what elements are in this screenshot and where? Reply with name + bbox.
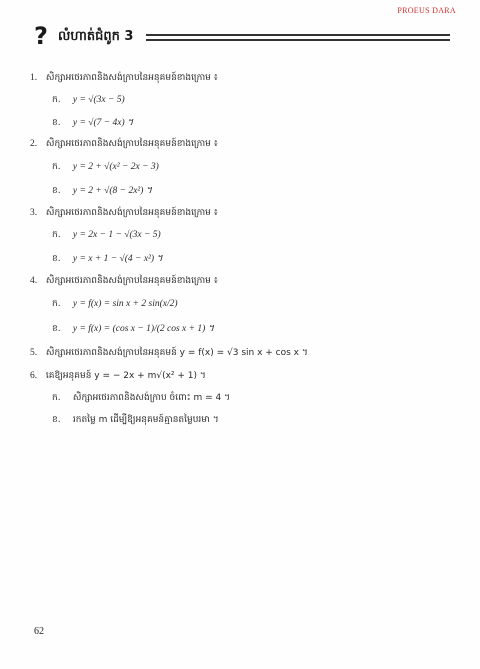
sub-item xyxy=(52,116,133,130)
sub-item-formula: y = 2 + √(x² − 2x − 3) xyxy=(72,162,159,172)
exercise-number: 6. xyxy=(30,371,38,381)
exercise-number: 3. xyxy=(30,208,38,218)
sub-item xyxy=(52,184,152,198)
sub-item-formula: y = 2 + √(8 − 2x²) ។ xyxy=(72,186,153,196)
exercise-number: 2. xyxy=(30,139,38,149)
exercise-text: សិក្សាអថេរភាពនិងសង់ក្រាបនៃអនុគមន៍ y = f(x) = √3 sin x + cos x ។ xyxy=(45,348,308,358)
sub-item xyxy=(52,229,161,242)
exercise-item xyxy=(30,207,218,220)
sub-item-text: រកតម្លៃ m ដើម្បីឱ្យអនុគមន៍គ្មានតម្លៃបរមា ។ xyxy=(72,415,219,425)
sub-item xyxy=(52,392,230,405)
sub-item-mark: ក. xyxy=(52,393,61,403)
sub-item-mark: ក. xyxy=(52,95,61,105)
header-rule xyxy=(146,34,450,36)
sub-item-mark: ក. xyxy=(52,162,61,172)
exercise-item xyxy=(30,72,218,85)
exercise-item xyxy=(30,347,308,360)
exercise-item xyxy=(30,138,218,151)
exercise-item xyxy=(30,275,218,288)
sub-item-mark: ខ. xyxy=(52,118,61,128)
exercise-text: គេឱ្យអនុគមន៍ y = − 2x + m√(x² + 1) ។ xyxy=(45,371,206,381)
exercise-number: 4. xyxy=(30,276,38,286)
exercise-text: សិក្សាអថេរភាពនិងសង់ក្រាបនៃអនុគមន៍ខាងក្រោម ៖ xyxy=(45,73,218,83)
exercise-text: សិក្សាអថេរភាពនិងសង់ក្រាបនៃអនុគមន៍ខាងក្រោម ៖ xyxy=(45,139,218,149)
sub-item xyxy=(52,94,125,107)
sub-item xyxy=(52,322,214,336)
exercise-text: សិក្សាអថេរភាពនិងសង់ក្រាបនៃអនុគមន៍ខាងក្រោម ៖ xyxy=(45,208,218,218)
exercise-text: សិក្សាអថេរភាពនិងសង់ក្រាបនៃអនុគមន៍ខាងក្រោម ៖ xyxy=(45,276,218,286)
sub-item-mark: ខ. xyxy=(52,254,61,264)
sub-item-formula: y = x + 1 − √(4 − x²) ។ xyxy=(72,254,163,264)
sub-item-formula: y = √(3x − 5) xyxy=(72,95,125,105)
sub-item-text: សិក្សាអថេរភាពនិងសង់ក្រាប ចំពោះ m = 4 ។ xyxy=(72,393,231,403)
sub-item-formula: y = √(7 − 4x) ។ xyxy=(72,118,134,128)
chapter-header xyxy=(34,24,450,50)
sub-item-mark: ខ. xyxy=(52,324,61,334)
sub-item xyxy=(52,161,159,174)
sub-item-mark: ក. xyxy=(52,299,61,309)
sub-item-mark: ក. xyxy=(52,230,61,240)
sub-item-formula: y = f(x) = (cos x − 1)/(2 cos x + 1) ។ xyxy=(72,324,214,334)
header-rule xyxy=(146,39,450,41)
sub-item-mark: ខ. xyxy=(52,415,61,425)
exercise-item xyxy=(30,370,206,383)
sub-item xyxy=(52,414,219,427)
question-mark-icon: ? xyxy=(34,22,48,50)
sub-item-formula: y = 2x − 1 − √(3x − 5) xyxy=(72,230,161,240)
exercise-number: 1. xyxy=(30,73,38,83)
page-number: 62 xyxy=(34,626,44,637)
chapter-title: លំហាត់ជំពូក 3 xyxy=(58,29,134,44)
sub-item xyxy=(52,298,178,311)
sub-item xyxy=(52,252,163,266)
author-name: PROEUS DARA xyxy=(397,6,456,15)
sub-item-mark: ខ. xyxy=(52,186,61,196)
sub-item-formula: y = f(x) = sin x + 2 sin(x/2) xyxy=(72,299,178,309)
exercise-number: 5. xyxy=(30,348,38,358)
